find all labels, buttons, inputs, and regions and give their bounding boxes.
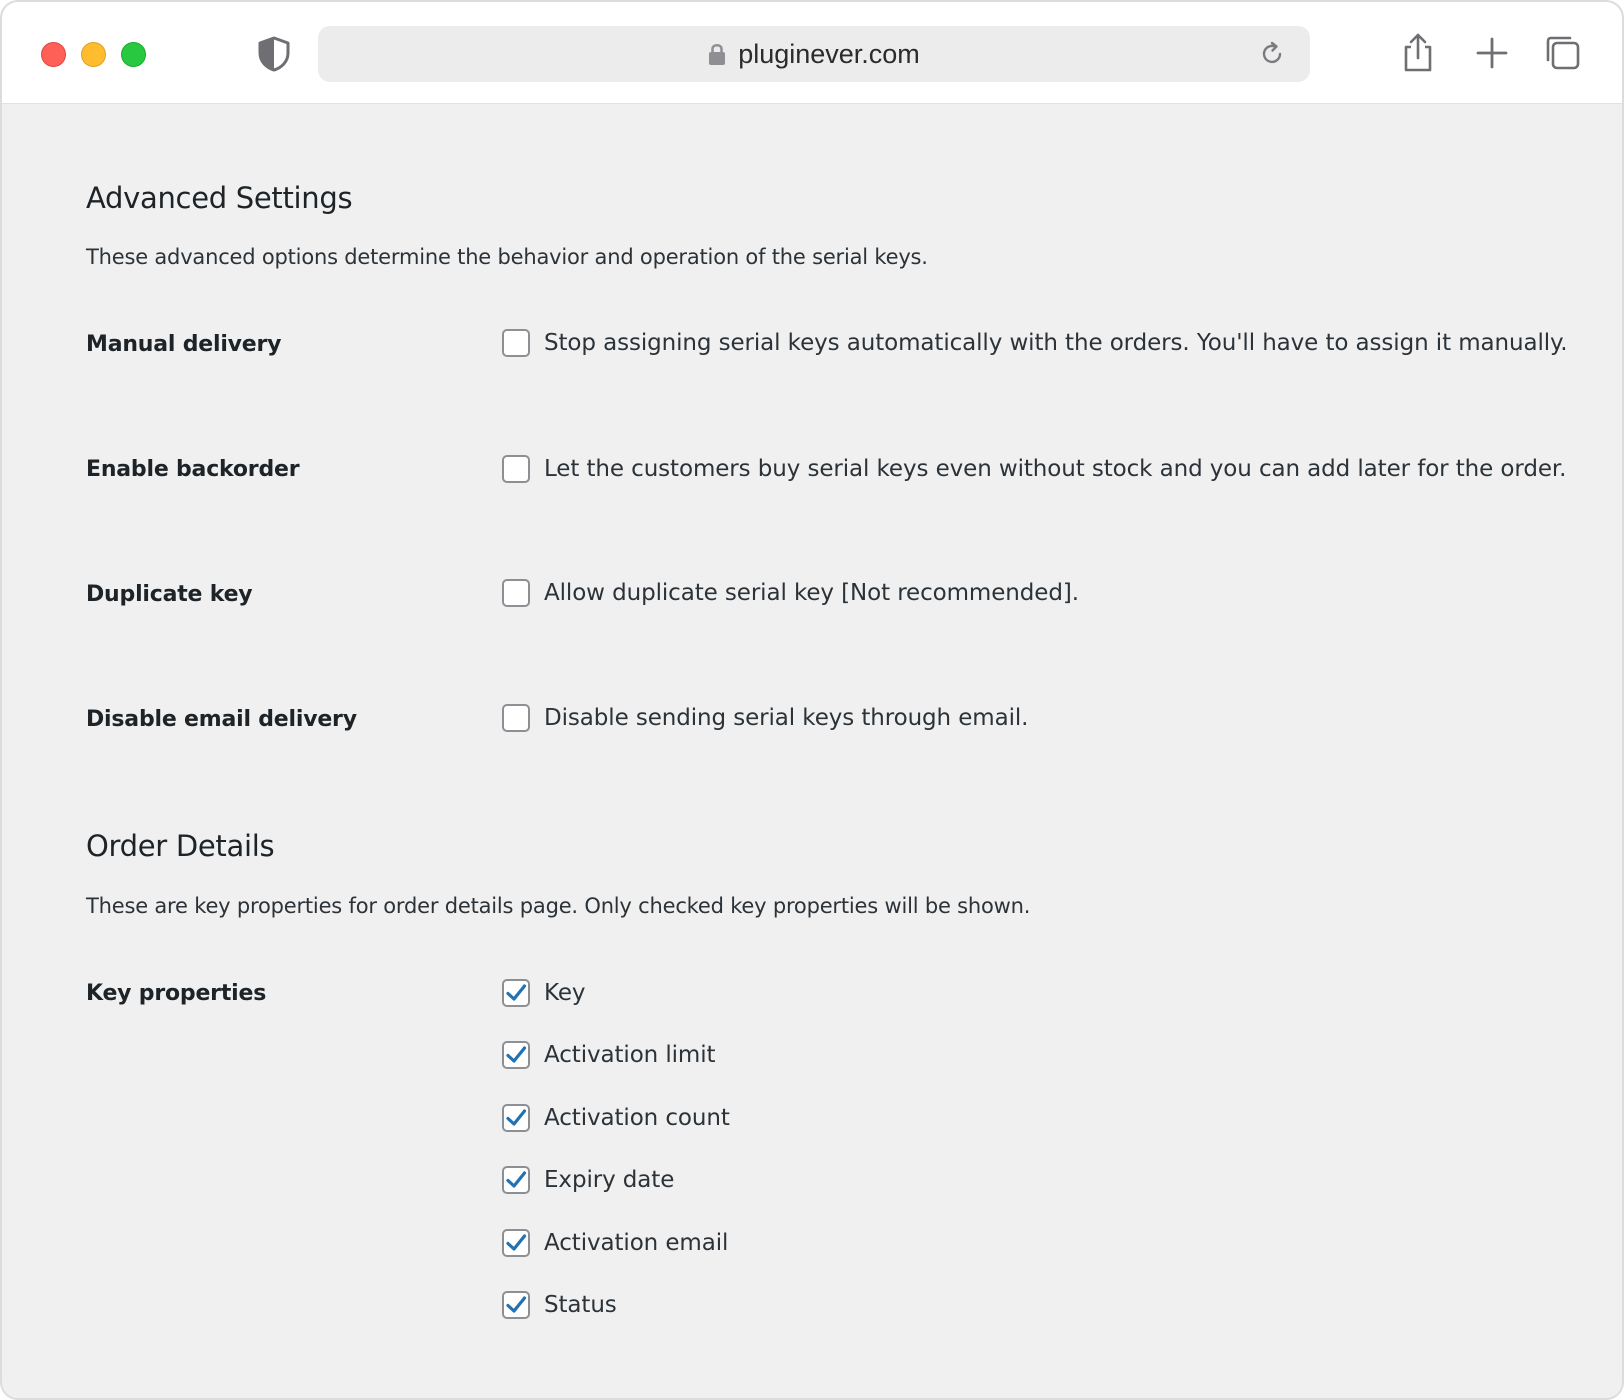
checkmark-icon	[504, 1106, 528, 1130]
property-expiry-date-checkbox[interactable]	[502, 1166, 530, 1194]
browser-toolbar	[2, 2, 1622, 104]
disable-email-delivery-label: Disable email delivery	[86, 707, 357, 732]
enable-backorder-option[interactable]	[502, 455, 1566, 483]
disable-email-delivery-option[interactable]	[502, 704, 1028, 732]
checkmark-icon	[504, 1168, 528, 1192]
minimize-window-button[interactable]	[81, 42, 106, 67]
property-activation-count-option[interactable]	[502, 1104, 730, 1132]
manual-delivery-option[interactable]	[502, 329, 1567, 357]
property-activation-email-option[interactable]	[502, 1229, 728, 1257]
duplicate-key-checkbox[interactable]	[502, 579, 530, 607]
tab-overview-icon[interactable]	[1542, 32, 1582, 74]
new-tab-icon[interactable]	[1472, 32, 1512, 74]
property-key-text: Key	[544, 980, 586, 1006]
property-expiry-date-option[interactable]	[502, 1166, 674, 1194]
order-details-description: These are key properties for order details page. Only checked key properties will be shown.	[86, 894, 1031, 918]
property-status-option[interactable]	[502, 1291, 617, 1319]
property-status-text: Status	[544, 1292, 617, 1318]
property-key-option[interactable]	[502, 979, 585, 1007]
privacy-shield-icon[interactable]	[257, 36, 291, 72]
property-activation-limit-checkbox[interactable]	[502, 1041, 530, 1069]
enable-backorder-checkbox[interactable]	[502, 455, 530, 483]
share-icon[interactable]	[1398, 32, 1438, 74]
enable-backorder-label: Enable backorder	[86, 457, 300, 482]
manual-delivery-label: Manual delivery	[86, 332, 282, 357]
settings-page	[2, 105, 1622, 1398]
manual-delivery-text: Stop assigning serial keys automatically with the orders. You'll have to assign it manually.	[544, 330, 1568, 356]
property-activation-limit-text: Activation limit	[544, 1042, 716, 1068]
advanced-settings-heading: Advanced Settings	[86, 181, 353, 215]
property-key-checkbox[interactable]	[502, 979, 530, 1007]
property-activation-count-checkbox[interactable]	[502, 1104, 530, 1132]
property-activation-count-text: Activation count	[544, 1105, 730, 1131]
property-expiry-date-text: Expiry date	[544, 1167, 675, 1193]
enable-backorder-text: Let the customers buy serial keys even without stock and you can add later for the order.	[544, 456, 1567, 482]
checkmark-icon	[504, 1293, 528, 1317]
disable-email-delivery-text: Disable sending serial keys through email.	[544, 705, 1029, 731]
duplicate-key-label: Duplicate key	[86, 582, 253, 607]
checkmark-icon	[504, 1231, 528, 1255]
lock-icon	[708, 42, 726, 66]
duplicate-key-option[interactable]	[502, 579, 1079, 607]
url-text: pluginever.com	[738, 38, 920, 69]
address-bar[interactable]	[318, 26, 1310, 82]
property-status-checkbox[interactable]	[502, 1291, 530, 1319]
order-details-heading: Order Details	[86, 829, 275, 863]
key-properties-label: Key properties	[86, 981, 267, 1006]
property-activation-email-checkbox[interactable]	[502, 1229, 530, 1257]
manual-delivery-checkbox[interactable]	[502, 329, 530, 357]
close-window-button[interactable]	[41, 42, 66, 67]
property-activation-limit-option[interactable]	[502, 1041, 715, 1069]
checkmark-icon	[504, 981, 528, 1005]
duplicate-key-text: Allow duplicate serial key [Not recommended].	[544, 580, 1079, 606]
disable-email-delivery-checkbox[interactable]	[502, 704, 530, 732]
property-activation-email-text: Activation email	[544, 1230, 729, 1256]
reload-icon[interactable]	[1258, 40, 1286, 68]
checkmark-icon	[504, 1043, 528, 1067]
advanced-settings-description: These advanced options determine the behavior and operation of the serial keys.	[86, 245, 928, 269]
zoom-window-button[interactable]	[121, 42, 146, 67]
